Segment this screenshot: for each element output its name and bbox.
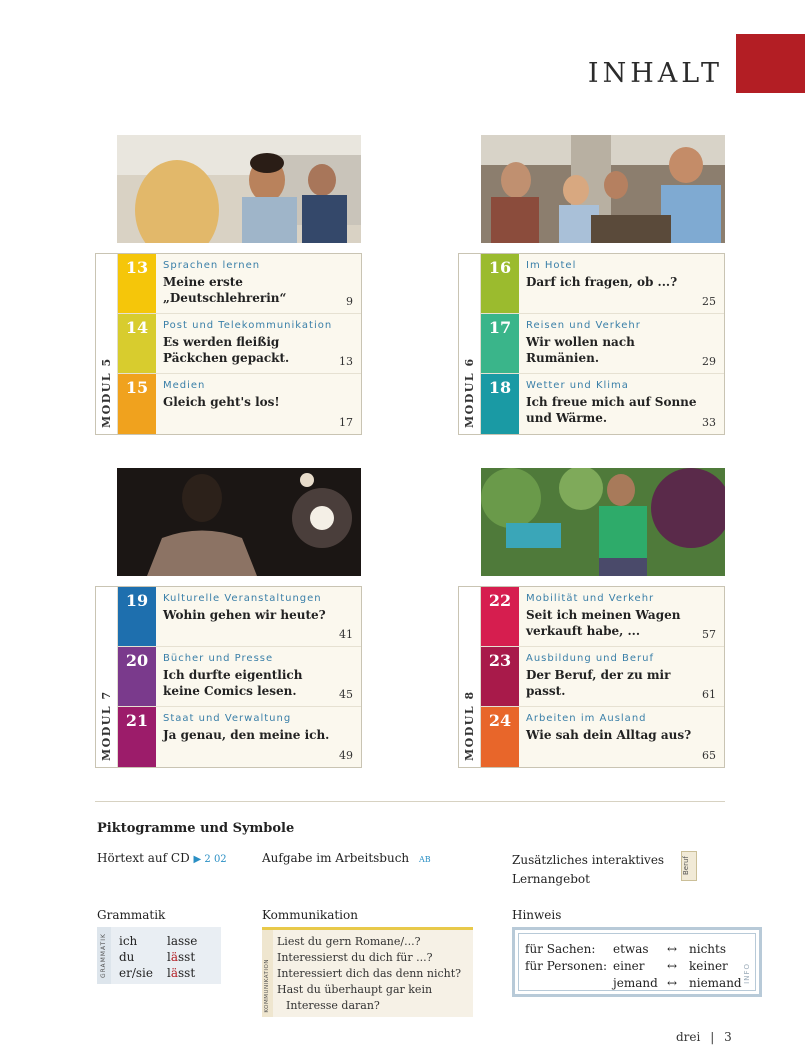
chapter-category: Ausbildung und Beruf	[526, 653, 655, 664]
chapter-category: Post und Telekommunikation	[163, 320, 333, 331]
kommunikation-side-label: KOMMUNIKATION	[264, 959, 270, 1013]
grammatik-row	[119, 966, 196, 980]
legend-hoertext	[97, 851, 227, 865]
hinweis-box	[512, 927, 762, 997]
chapter-category: Arbeiten im Ausland	[526, 713, 647, 724]
chapter-number: 16	[481, 254, 519, 313]
kommunikation-line: Liest du gern Romane/...?	[277, 935, 421, 948]
chapter-page: 61	[702, 688, 716, 701]
chapter-category: Medien	[163, 380, 206, 391]
chapter-17[interactable]	[481, 314, 724, 374]
chapter-title: Ich freue mich auf Sonne und Wärme.	[526, 395, 697, 425]
hinweis-row-label: für Sachen:	[525, 942, 596, 956]
chapter-category: Im Hotel	[526, 260, 577, 271]
chapter-18[interactable]	[481, 374, 724, 434]
grammatik-row	[119, 934, 198, 948]
module-label: MODUL 6	[463, 357, 476, 428]
kommunikation-line: Interesse daran?	[286, 999, 380, 1012]
chapter-number: 19	[118, 587, 156, 646]
module-8-box	[458, 586, 725, 768]
chapter-14[interactable]	[118, 314, 361, 374]
hinweis-row-label: für Personen:	[525, 959, 608, 973]
module-label: MODUL 8	[463, 690, 476, 761]
chapter-number: 21	[118, 707, 156, 767]
kommunikation-box	[262, 927, 473, 1017]
grammatik-pronoun: er/sie	[119, 966, 153, 980]
kommunikation-line: Interessiert dich das denn nicht?	[277, 967, 462, 980]
kommunikation-line: Hast du überhaupt gar kein	[277, 983, 433, 996]
module-5-photo	[117, 135, 361, 243]
chapter-page: 13	[339, 355, 353, 368]
chapter-number: 20	[118, 647, 156, 706]
page-word: drei	[676, 1030, 701, 1044]
chapter-page: 49	[339, 749, 353, 762]
header-accent-bar	[736, 34, 805, 93]
grammatik-box	[97, 927, 221, 984]
chapter-page: 17	[339, 416, 353, 429]
module-6-photo	[481, 135, 725, 243]
zusatz-line1: Zusätzliches interaktives	[512, 853, 665, 867]
legend-heading: Piktogramme und Symbole	[97, 821, 295, 836]
chapter-category: Wetter und Klima	[526, 380, 629, 391]
chapter-category: Mobilität und Verkehr	[526, 593, 655, 604]
chapter-category: Staat und Verwaltung	[163, 713, 292, 724]
module-7-photo	[117, 468, 361, 576]
chapter-number: 18	[481, 374, 519, 434]
verb-stem: l	[167, 950, 171, 964]
divider	[95, 801, 725, 802]
module-label: MODUL 7	[100, 690, 113, 761]
chapter-page: 33	[702, 416, 716, 429]
chapter-title: Darf ich fragen, ob ...?	[526, 275, 678, 289]
chapter-23[interactable]	[481, 647, 724, 707]
chapter-page: 57	[702, 628, 716, 641]
verb-umlaut: ä	[170, 950, 178, 964]
footer-divider: |	[710, 1030, 715, 1044]
chapter-title: Ich durfte eigentlich keine Comics lesen.	[163, 668, 303, 698]
module-7-box	[95, 586, 362, 768]
grammatik-verb	[167, 934, 197, 948]
verb-umlaut: ä	[170, 966, 178, 980]
chapter-title: Meine erste „Deutschlehrerin“	[163, 275, 287, 305]
chapter-number: 24	[481, 707, 519, 767]
hinweis-word: keiner	[689, 959, 728, 973]
verb-rest: sst	[178, 950, 196, 964]
hinweis-word: nichts	[689, 942, 726, 956]
chapter-number: 22	[481, 587, 519, 646]
chapter-title: Gleich geht's los!	[163, 395, 280, 409]
chapter-category: Reisen und Verkehr	[526, 320, 641, 331]
chapter-page: 25	[702, 295, 716, 308]
chapter-title: Der Beruf, der zu mir passt.	[526, 668, 671, 698]
module-6-box	[458, 253, 725, 435]
chapter-page: 45	[339, 688, 353, 701]
grammatik-pronoun: ich	[119, 934, 138, 948]
chapter-page: 9	[346, 295, 353, 308]
page-number: 3	[724, 1030, 732, 1044]
chapter-title: Es werden fleißig Päckchen gepackt.	[163, 335, 290, 365]
grammatik-label: Grammatik	[97, 908, 166, 922]
hinweis-word: niemand	[689, 976, 742, 990]
legend-zusatz	[512, 851, 664, 889]
chapter-title: Wohin gehen wir heute?	[163, 608, 326, 622]
chapter-21[interactable]	[118, 707, 361, 767]
verb-rest: sst	[178, 966, 196, 980]
chapter-15[interactable]	[118, 374, 361, 434]
kommunikation-label: Kommunikation	[262, 908, 358, 922]
chapter-title: Seit ich meinen Wagen verkauft habe, ...	[526, 608, 681, 638]
zusatz-line2: Lernangebot	[512, 872, 590, 886]
module-5-box	[95, 253, 362, 435]
grammatik-verb	[167, 966, 195, 980]
double-arrow-icon: ↔	[667, 976, 678, 990]
grammatik-pronoun: du	[119, 950, 135, 964]
grammatik-side-label: GRAMMATIK	[100, 932, 107, 978]
page-footer	[676, 1030, 732, 1044]
cd-icon: ▶ 2 02	[193, 854, 227, 865]
chapter-13[interactable]	[118, 254, 361, 314]
chapter-page: 29	[702, 355, 716, 368]
hoertext-label: Hörtext auf CD	[97, 851, 190, 865]
verb-form: lasse	[167, 934, 198, 948]
chapter-19[interactable]	[118, 587, 361, 647]
chapter-number: 13	[118, 254, 156, 313]
kommunikation-line: Interessierst du dich für ...?	[277, 951, 433, 964]
chapter-number: 23	[481, 647, 519, 706]
module-label: MODUL 5	[100, 357, 113, 428]
beruf-tag-icon: Beruf	[681, 851, 697, 881]
grammatik-verb	[167, 950, 195, 964]
chapter-24[interactable]	[481, 707, 724, 767]
verb-stem: l	[167, 966, 171, 980]
chapter-page: 65	[702, 749, 716, 762]
chapter-title: Wie sah dein Alltag aus?	[526, 728, 692, 742]
chapter-16[interactable]	[481, 254, 724, 314]
chapter-category: Bücher und Presse	[163, 653, 274, 664]
double-arrow-icon: ↔	[667, 959, 678, 973]
hinweis-word: einer	[613, 959, 645, 973]
chapter-number: 17	[481, 314, 519, 373]
chapter-number: 15	[118, 374, 156, 434]
chapter-title: Ja genau, den meine ich.	[163, 728, 330, 742]
hinweis-word: etwas	[613, 942, 649, 956]
page-title: INHALT	[587, 58, 723, 89]
chapter-title: Wir wollen nach Rumänien.	[526, 335, 635, 365]
chapter-22[interactable]	[481, 587, 724, 647]
module-8-photo	[481, 468, 725, 576]
legend-aufgabe	[262, 851, 431, 865]
hinweis-label: Hinweis	[512, 908, 562, 922]
chapter-category: Sprachen lernen	[163, 260, 261, 271]
chapter-number: 14	[118, 314, 156, 373]
info-tag: INFO	[743, 963, 751, 984]
chapter-page: 41	[339, 628, 353, 641]
ab-icon: AB	[419, 855, 431, 864]
aufgabe-label: Aufgabe im Arbeitsbuch	[262, 851, 410, 865]
hinweis-word: jemand	[613, 976, 658, 990]
double-arrow-icon: ↔	[667, 942, 678, 956]
chapter-20[interactable]	[118, 647, 361, 707]
grammatik-row	[119, 950, 196, 964]
chapter-category: Kulturelle Veranstaltungen	[163, 593, 322, 604]
